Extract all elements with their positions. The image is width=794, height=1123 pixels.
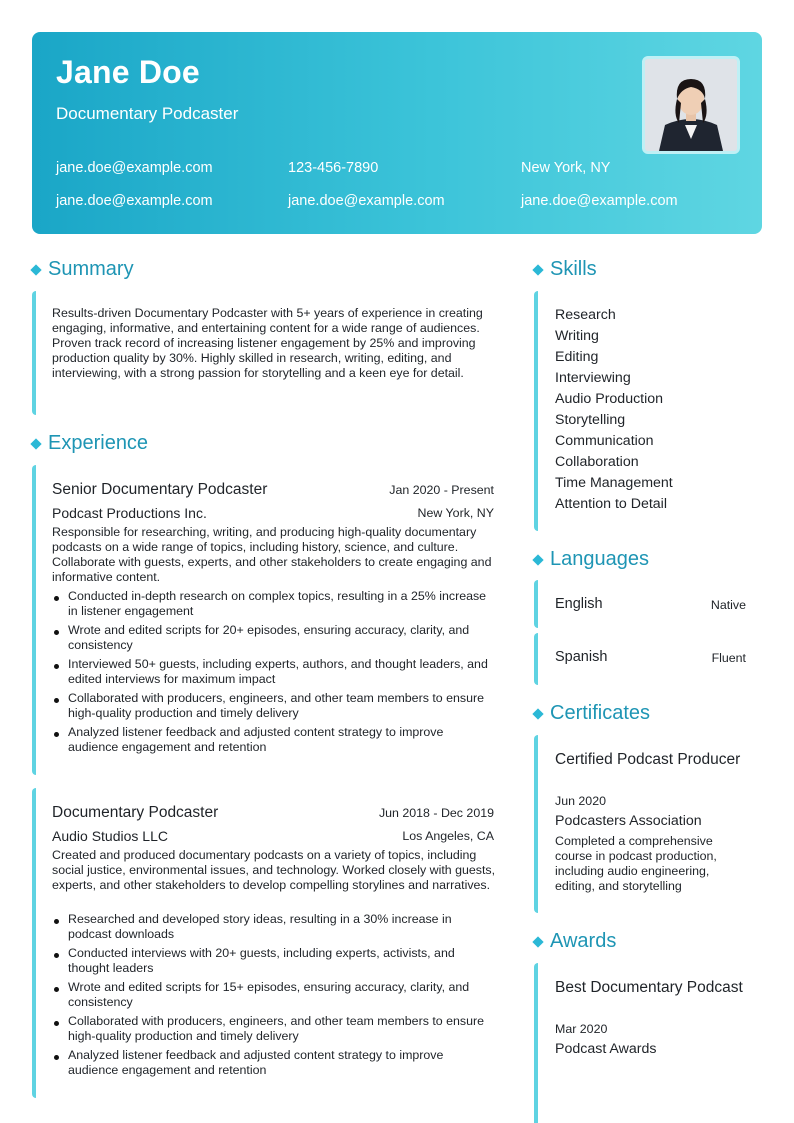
diamond-icon <box>532 936 543 947</box>
contact-email-4: jane.doe@example.com <box>521 193 678 209</box>
language-2-name: Spanish <box>555 649 608 665</box>
job-1-dates: Jan 2020 - Present <box>389 483 494 497</box>
job-2-location: Los Angeles, CA <box>402 829 494 843</box>
skills-list <box>555 305 673 515</box>
diamond-icon <box>532 264 543 275</box>
bullet-icon <box>54 630 59 635</box>
awards-heading-label: Awards <box>550 930 617 952</box>
summary-text: Results-driven Documentary Podcaster with 5+ years of experience in creating engaging, informative, and entertaining content for a wide range of audiences. Proven track record of increasing listener engagement by 25% and improving production quality by 30%. Highly skilled in research, writing, editing, and interviewing, with a strong passion for storytelling and a keen eye for detail. <box>52 306 483 380</box>
award-org: Podcast Awards <box>555 1041 657 1057</box>
list-item: Conducted in-depth research on complex topics, resulting in a 25% increase in listener engagement <box>52 589 492 619</box>
skill-item: Audio Production <box>555 391 664 407</box>
list-item: Conducted interviews with 20+ guests, including experts, activists, and thought leaders <box>52 946 492 976</box>
job-2-dates: Jun 2018 - Dec 2019 <box>378 806 494 820</box>
certificate-title: Certified Podcast Producer <box>555 751 741 768</box>
contact-email-3: jane.doe@example.com <box>288 193 445 209</box>
skill-item: Writing <box>555 328 599 344</box>
profile-photo <box>642 56 740 154</box>
list-item: Analyzed listener feedback and adjusted content strategy to improve audience engagement and retention <box>52 725 492 755</box>
award-date: Mar 2020 <box>555 1022 608 1036</box>
bullet-icon <box>54 596 59 601</box>
bullet-icon <box>54 1021 59 1026</box>
experience-heading <box>30 432 148 455</box>
skill-item: Interviewing <box>555 370 631 386</box>
job-1-location: New York, NY <box>417 506 494 520</box>
skill-item: Research <box>555 307 616 323</box>
diamond-icon <box>532 554 543 565</box>
certificate-date: Jun 2020 <box>555 794 606 808</box>
bullet-icon <box>54 953 59 958</box>
bullet-icon <box>54 732 59 737</box>
job-2-bullets <box>52 912 492 1082</box>
job-1-bullets <box>52 589 492 759</box>
diamond-icon <box>30 264 41 275</box>
list-item: Analyzed listener feedback and adjusted content strategy to improve audience engagement and retention <box>52 1048 492 1078</box>
contact-phone: 123-456-7890 <box>288 160 379 176</box>
contact-email: jane.doe@example.com <box>56 160 213 176</box>
skill-item: Collaboration <box>555 454 639 470</box>
job-1-bar <box>32 465 36 775</box>
bullet-icon <box>54 664 59 669</box>
language-2-bar <box>534 633 538 685</box>
skills-bar <box>534 291 538 531</box>
language-1-bar <box>534 580 538 628</box>
language-2-level: Fluent <box>711 651 746 665</box>
certificates-heading <box>532 702 650 725</box>
job-1-company: Podcast Productions Inc. <box>52 505 207 521</box>
job-2-bar <box>32 788 36 1098</box>
summary-heading-label: Summary <box>48 258 134 280</box>
job-2-company: Audio Studios LLC <box>52 828 168 844</box>
summary-bar <box>32 291 36 415</box>
list-item: Collaborated with producers, engineers, and other team members to ensure high-quality production and timely delivery <box>52 1014 492 1044</box>
language-1-name: English <box>555 596 603 612</box>
certificate-description: Completed a comprehensive course in podcast production, including audio engineering, editing, and storytelling <box>555 834 717 893</box>
resume-header <box>32 32 762 234</box>
skill-item: Time Management <box>555 475 673 491</box>
skill-item: Editing <box>555 349 599 365</box>
skills-heading <box>532 258 597 281</box>
list-item: Wrote and edited scripts for 20+ episodes, ensuring accuracy, clarity, and consistency <box>52 623 492 653</box>
job-1-description: Responsible for researching, writing, and producing high-quality documentary podcasts on a wide range of topics, including history, science, and culture. Collaborate with guests, experts, and other stakeholders to create engaging and informative content. <box>52 525 492 584</box>
experience-heading-label: Experience <box>48 432 149 454</box>
contact-email-2: jane.doe@example.com <box>56 193 213 209</box>
skills-heading-label: Skills <box>550 258 597 280</box>
certificates-heading-label: Certificates <box>550 702 651 724</box>
awards-heading <box>532 930 616 953</box>
list-item: Wrote and edited scripts for 15+ episodes, ensuring accuracy, clarity, and consistency <box>52 980 492 1010</box>
languages-heading <box>532 548 649 571</box>
skill-item: Attention to Detail <box>555 496 667 512</box>
bullet-icon <box>54 698 59 703</box>
certificate-org: Podcasters Association <box>555 813 702 829</box>
job-1-title: Senior Documentary Podcaster <box>52 481 268 498</box>
contact-location: New York, NY <box>521 160 611 176</box>
bullet-icon <box>54 919 59 924</box>
award-bar <box>534 963 538 1123</box>
languages-heading-label: Languages <box>550 548 649 570</box>
skill-item: Storytelling <box>555 412 626 428</box>
diamond-icon <box>532 708 543 719</box>
skill-item: Communication <box>555 433 654 449</box>
bullet-icon <box>54 1055 59 1060</box>
list-item: Researched and developed story ideas, resulting in a 30% increase in podcast downloads <box>52 912 492 942</box>
bullet-icon <box>54 987 59 992</box>
award-title: Best Documentary Podcast <box>555 979 743 996</box>
list-item: Collaborated with producers, engineers, and other team members to ensure high-quality production and timely delivery <box>52 691 492 721</box>
candidate-title: Documentary Podcaster <box>56 104 239 123</box>
job-2-description: Created and produced documentary podcasts on a variety of topics, including social justice, environmental issues, and technology. Worked closely with guests, experts, and other stakeholders to develop compelling storylines and narratives. <box>52 848 496 892</box>
certificate-bar <box>534 735 538 913</box>
summary-heading <box>30 258 134 281</box>
job-2-title: Documentary Podcaster <box>52 804 219 821</box>
candidate-name: Jane Doe <box>56 54 200 90</box>
language-1-level: Native <box>710 598 746 612</box>
list-item: Interviewed 50+ guests, including experts, authors, and thought leaders, and edited interviews for maximum impact <box>52 657 492 687</box>
diamond-icon <box>30 438 41 449</box>
